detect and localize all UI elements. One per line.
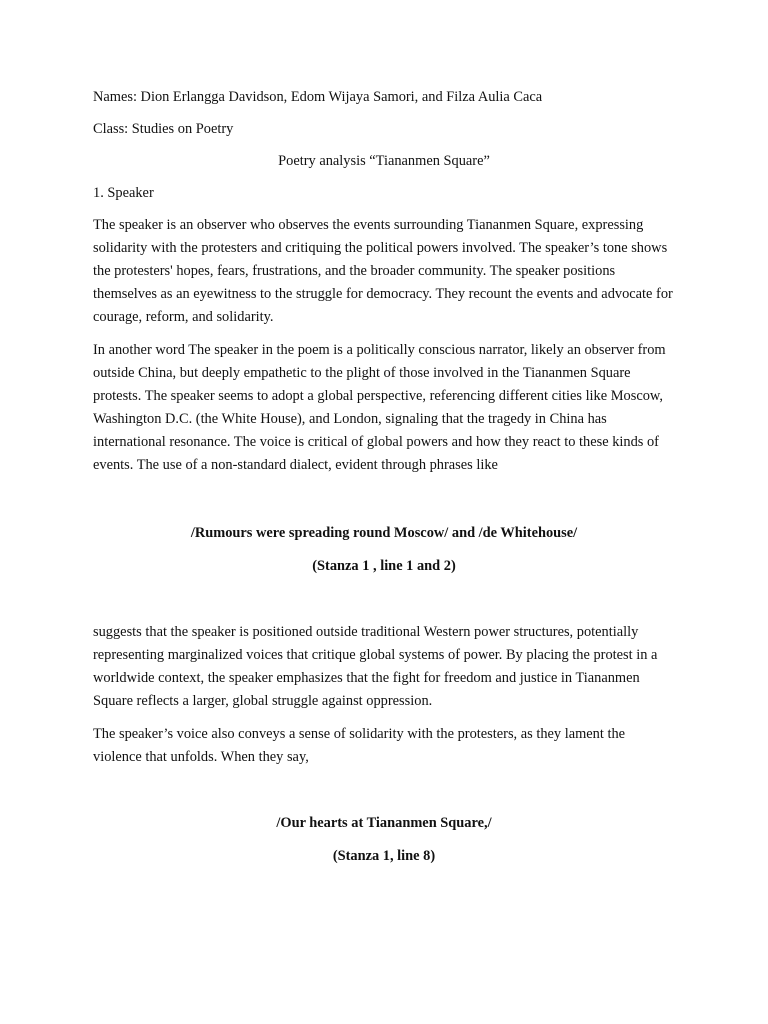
quote-citation: (Stanza 1 , line 1 and 2) (312, 558, 456, 574)
paragraph-solidarity: The speaker’s voice also conveys a sense of solidarity with the protesters, as they lament the violence that unfolds. When they say, (93, 726, 626, 765)
quote-citation: (Stanza 1, line 8) (332, 848, 436, 864)
section-heading: 1. Speaker (93, 185, 154, 201)
paragraph-speaker-narrator: In another word The speaker in the poem is a politically conscious narrator, likely an observer from outside China, but deeply empathetic to the plight of those involved in the Tiananmen Square protests. The speaker seems to adopt a global perspective, referencing different cities like Moscow, Washington D.C. (the White House), and London, signaling that the tragedy in China has international resonance. The voice is critical of global powers and how they react to these kinds of events. The use of a non-standard dialect, evident through phrases like (93, 342, 666, 473)
paragraph-speaker-observer: The speaker is an observer who observes the events surrounding Tiananmen Square, expressing solidarity with the protesters and critiquing the political powers involved. The speaker’s tone shows the protesters' hopes, fears, frustrations, and the broader community. The speaker positions themselves as an eyewitness to the struggle for democracy. They recount the events and advocate for courage, reform, and solidarity. (93, 217, 673, 325)
paragraph-global-context: suggests that the speaker is positioned outside traditional Western power structures, potentially representing marginalized voices that critique global systems of power. By placing the protest in a worldwide context, the speaker emphasizes that the fight for freedom and justice in Tiananmen Square reflects a larger, global struggle against oppression. (93, 624, 658, 709)
class-line: Class: Studies on Poetry (93, 121, 234, 137)
author-names: Names: Dion Erlangga Davidson, Edom Wijaya Samori, and Filza Aulia Caca (93, 89, 543, 105)
quote-line: /Rumours were spreading round Moscow/ and /de Whitehouse/ (190, 525, 578, 541)
document-title: Poetry analysis “Tiananmen Square” (278, 153, 490, 169)
quote-line: /Our hearts at Tiananmen Square,/ (276, 815, 492, 831)
